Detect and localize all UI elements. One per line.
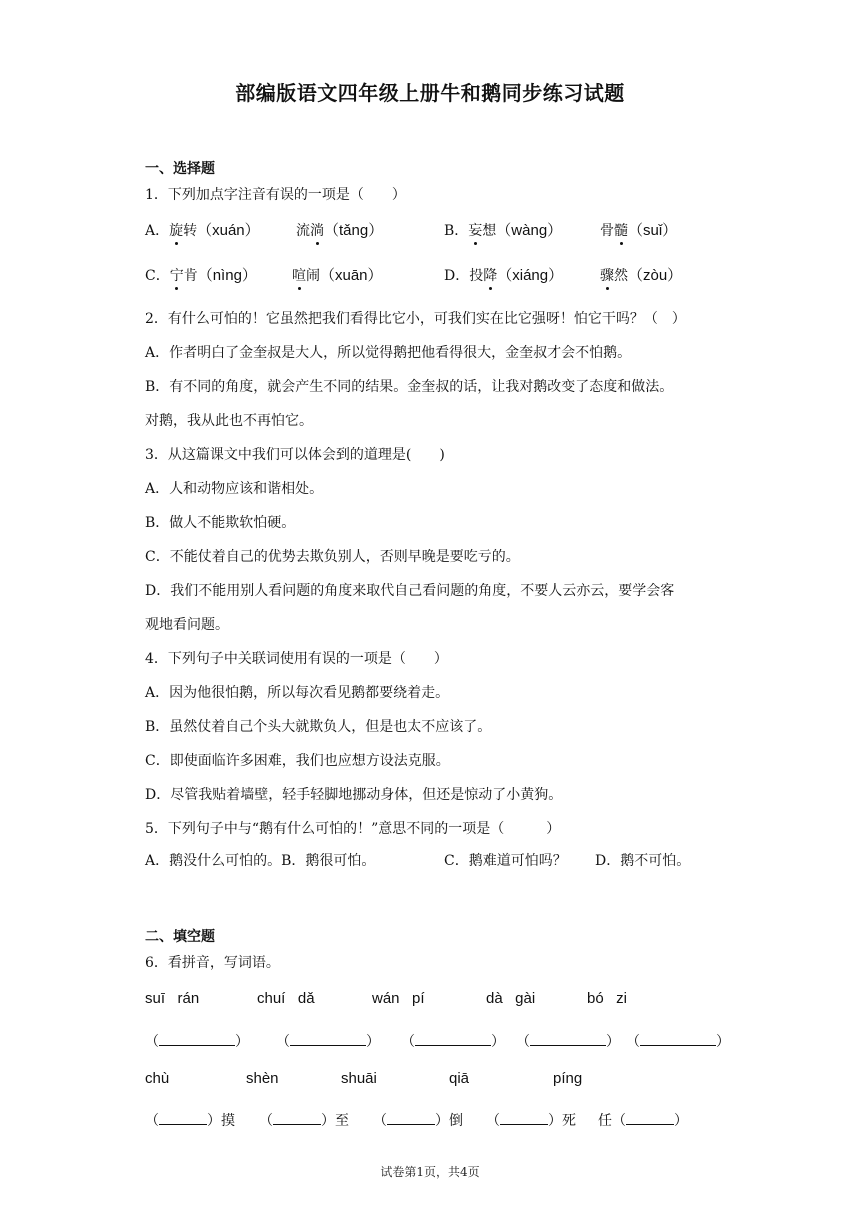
q5-option-c: C．鹅难道可怕吗？: [444, 853, 567, 869]
q1-option-c-2: 喧闹（xuān）: [292, 267, 383, 284]
answer-blank[interactable]: （ ）: [626, 1031, 730, 1051]
answer-blank[interactable]: （ ）: [401, 1031, 505, 1051]
section-heading-choice: 一、选择题: [145, 161, 215, 177]
q3-option-a: A．人和动物应该和谐相处。: [145, 481, 324, 497]
q1-option-d-2: 骤然（zòu）: [600, 267, 683, 284]
q3-option-c: C．不能仗着自己的优势去欺负别人，否则早晚是要吃亏的。: [145, 549, 520, 565]
answer-blank[interactable]: （ ）摸: [145, 1110, 235, 1130]
q5-option-ab: A．鹅没什么可怕的。B．鹅很可怕。: [145, 853, 376, 869]
q3-option-d-cont: 观地看问题。: [145, 617, 229, 633]
emphasis-dot: 降: [483, 268, 498, 284]
answer-blank[interactable]: （ ）: [145, 1031, 249, 1051]
pinyin: chuí dǎ: [257, 990, 315, 1007]
q4-option-b: B．虽然仗着自己个头大就欺负人，但是也太不应该了。: [145, 719, 492, 735]
q1-option-b-2: 骨髓（suǐ）: [600, 222, 678, 239]
question-2-stem: 2．有什么可怕的！它虽然把我们看得比它小，可我们实在比它强呀！怕它干吗？（ ）: [145, 311, 686, 327]
q4-option-a: A．因为他很怕鹅，所以每次看见鹅都要绕着走。: [145, 685, 450, 701]
q1-option-a-1: A．旋转（xuán）: [145, 222, 260, 239]
emphasis-dot: 髓: [614, 223, 628, 239]
q4-option-c: C．即使面临许多困难，我们也应想方设法克服。: [145, 753, 450, 769]
q2-option-b: B．有不同的角度，就会产生不同的结果。金奎叔的话，让我对鹅改变了态度和做法。: [145, 379, 674, 395]
emphasis-dot: 宁: [169, 268, 184, 284]
page-title: 部编版语文四年级上册牛和鹅同步练习试题: [235, 81, 625, 105]
pinyin: shuāi: [341, 1070, 377, 1087]
section-heading-fill: 二、填空题: [145, 929, 215, 945]
answer-blank[interactable]: （ ）倒: [373, 1110, 463, 1130]
q1-option-b-1: B．妄想（wàng）: [444, 222, 563, 239]
q5-option-d: D．鹅不可怕。: [595, 853, 691, 869]
emphasis-dot: 喧: [292, 268, 306, 284]
answer-blank[interactable]: （ ）至: [259, 1110, 349, 1130]
q1-option-d-1: D．投降（xiáng）: [444, 267, 564, 284]
pinyin: bó zi: [587, 990, 628, 1007]
q4-option-d: D．尽管我贴着墙壁，轻手轻脚地挪动身体，但还是惊动了小黄狗。: [145, 787, 563, 803]
q3-option-b: B．做人不能欺软怕硬。: [145, 515, 296, 531]
answer-blank[interactable]: （ ）死: [486, 1110, 576, 1130]
pinyin: wán pí: [372, 990, 425, 1007]
pinyin: shèn: [246, 1070, 279, 1087]
pinyin: qiā: [449, 1070, 470, 1087]
answer-blank[interactable]: 任（ ）: [598, 1110, 688, 1130]
question-5-stem: 5．下列句子中与“鹅有什么可怕的！”意思不同的一项是（ ）: [145, 821, 561, 837]
q2-option-b-cont: 对鹅，我从此也不再怕它。: [145, 413, 313, 429]
page-footer: 试卷第1页，共4页: [380, 1165, 480, 1179]
answer-blank[interactable]: （ ）: [516, 1031, 620, 1051]
question-6-stem: 6．看拼音，写词语。: [145, 955, 280, 971]
question-3-stem: 3．从这篇课文中我们可以体会到的道理是( ): [145, 447, 445, 463]
question-4-stem: 4．下列句子中关联词使用有误的一项是（ ）: [145, 651, 448, 667]
q1-option-a-2: 流淌（tǎng）: [296, 222, 384, 239]
pinyin: píng: [553, 1070, 583, 1087]
emphasis-dot: 妄: [468, 223, 483, 239]
emphasis-dot: 旋: [169, 223, 184, 239]
answer-blank[interactable]: （ ）: [276, 1031, 380, 1051]
question-1-stem: 1．下列加点字注音有误的一项是（ ）: [145, 187, 406, 203]
q3-option-d: D．我们不能用别人看问题的角度来取代自己看问题的角度，不要人云亦云，要学会客: [145, 583, 675, 599]
pinyin: dà gài: [486, 990, 536, 1007]
emphasis-dot: 淌: [310, 223, 324, 239]
pinyin: chù: [145, 1070, 170, 1087]
pinyin: suī rán: [145, 990, 200, 1007]
emphasis-dot: 骤: [600, 268, 614, 284]
q1-option-c-1: C．宁肯（nìng）: [145, 267, 257, 284]
q2-option-a: A．作者明白了金奎叔是大人，所以觉得鹅把他看得很大，金奎叔才会不怕鹅。: [145, 345, 632, 361]
